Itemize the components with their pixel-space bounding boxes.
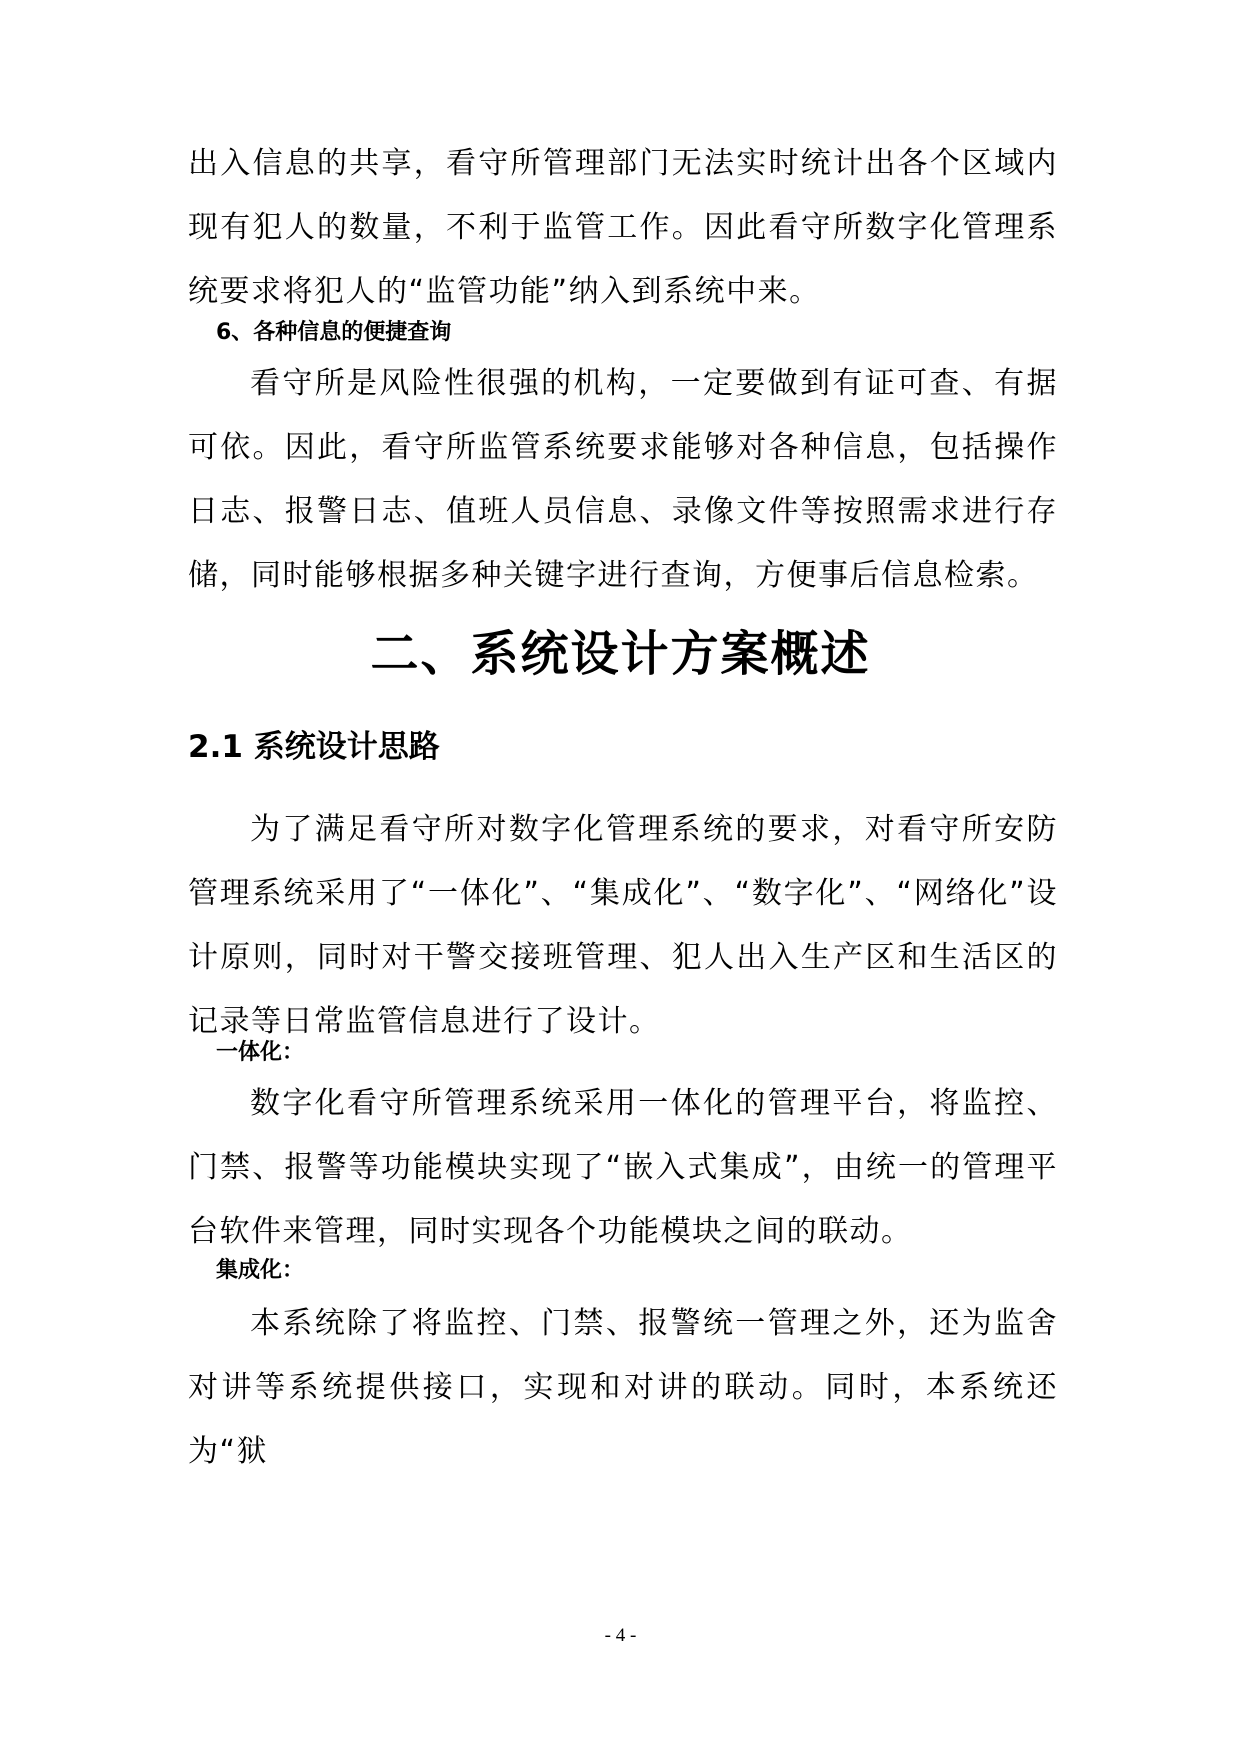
chapter-title: 二、系统设计方案概述 bbox=[370, 626, 871, 682]
paragraph-aggregation: 本系统除了将监控、门禁、报警统一管理之外，还为监舍对讲等系统提供接口，实现和对讲的联动。同时，本系统还为“狱 bbox=[188, 1306, 1058, 1469]
subheading-integration: 一体化： bbox=[216, 1040, 305, 1065]
paragraph-integration: 数字化看守所管理系统采用一体化的管理平台，将监控、门禁、报警等功能模块实现了“嵌入式集成”，由统一的管理平台软件来管理，同时实现各个功能模块之间的联动。 bbox=[188, 1086, 1058, 1249]
page-number: - 4 - bbox=[604, 1625, 637, 1646]
subheading-info-query: 6、各种信息的便捷查询 bbox=[216, 320, 452, 345]
section-title: 2.1 系统设计思路 bbox=[188, 729, 440, 765]
paragraph-info-query: 看守所是风险性很强的机构，一定要做到有证可查、有据可依。因此，看守所监管系统要求能够对各种信息，包括操作日志、报警日志、值班人员信息、录像文件等按照需求进行存储，同时能够根据多种关键字进行查询，方便事后信息检索。 bbox=[188, 366, 1058, 593]
paragraph-design-approach: 为了满足看守所对数字化管理系统的要求，对看守所安防管理系统采用了“一体化”、“集成化”、“数字化”、“网络化”设计原则，同时对干警交接班管理、犯人出入生产区和生活区的记录等日常监管信息进行了设计。 bbox=[188, 812, 1058, 1039]
paragraph-continuation: 出入信息的共享，看守所管理部门无法实时统计出各个区域内现有犯人的数量，不利于监管工作。因此看守所数字化管理系统要求将犯人的“监管功能”纳入到系统中来。 bbox=[188, 146, 1058, 309]
subheading-aggregation: 集成化： bbox=[216, 1258, 305, 1283]
